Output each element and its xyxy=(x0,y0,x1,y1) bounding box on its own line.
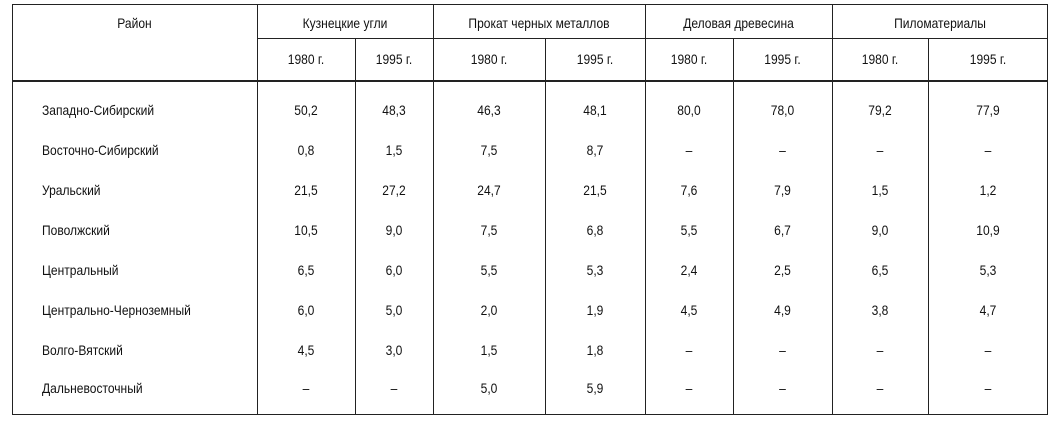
header-year: 1980 г. xyxy=(670,51,708,67)
year-divider xyxy=(928,38,929,415)
table-cell: – xyxy=(876,342,884,358)
table-cell: 7,6 xyxy=(680,182,698,198)
table-cell: 1,8 xyxy=(586,342,604,358)
table-cell: 6,0 xyxy=(297,302,315,318)
table-cell: 21,5 xyxy=(294,182,318,198)
table-cell: 4,5 xyxy=(680,302,698,318)
table-cell: 2,4 xyxy=(680,262,698,278)
table-cell: 6,8 xyxy=(586,222,604,238)
table-cell: 1,5 xyxy=(871,182,889,198)
row-region-label: Центральный xyxy=(42,262,119,278)
header-group-divider xyxy=(257,38,1048,39)
table-cell: 4,5 xyxy=(297,342,315,358)
table-cell: 5,9 xyxy=(586,380,604,396)
table-cell: 0,8 xyxy=(297,142,315,158)
header-group-steel: Прокат черных металлов xyxy=(468,15,610,31)
table-cell: 1,2 xyxy=(979,182,997,198)
header-bottom-rule xyxy=(12,80,1048,82)
table-cell: 46,3 xyxy=(477,102,501,118)
table-cell: – xyxy=(984,142,992,158)
table-cell: 78,0 xyxy=(770,102,795,118)
table-cell: – xyxy=(984,380,992,396)
row-region-label: Волго-Вятский xyxy=(42,342,123,358)
table-cell: 5,3 xyxy=(586,262,604,278)
table-cell: – xyxy=(302,380,310,396)
table-cell: – xyxy=(876,142,884,158)
table-cell: 2,0 xyxy=(480,302,498,318)
table-cell: 6,7 xyxy=(774,222,791,238)
table-cell: 48,1 xyxy=(583,102,607,118)
header-year: 1980 г. xyxy=(470,51,508,67)
table-cell: 1,9 xyxy=(586,302,604,318)
table-cell: 6,0 xyxy=(385,262,403,278)
year-divider xyxy=(355,38,356,415)
table-cell: – xyxy=(685,142,693,158)
header-year: 1980 г. xyxy=(861,51,899,67)
table-cell: 5,0 xyxy=(385,302,403,318)
table-cell: 10,5 xyxy=(294,222,318,238)
table-cell: 7,5 xyxy=(480,222,498,238)
table-cell: 79,2 xyxy=(868,102,892,118)
header-group-timber: Деловая древесина xyxy=(683,15,794,31)
table-cell: 3,0 xyxy=(385,342,403,358)
table-cell: – xyxy=(984,342,992,358)
table-cell: 27,2 xyxy=(382,182,406,198)
column-divider xyxy=(257,4,258,415)
header-year: 1995 г. xyxy=(969,51,1007,67)
table-cell: 10,9 xyxy=(976,222,1000,238)
header-group-coal: Кузнецкие угли xyxy=(302,15,388,31)
column-divider xyxy=(832,4,833,415)
header-year: 1995 г. xyxy=(764,51,801,67)
table-cell: 9,0 xyxy=(385,222,403,238)
table-cell: 50,2 xyxy=(294,102,318,118)
table-cell: 7,5 xyxy=(480,142,498,158)
header-region: Район xyxy=(117,15,152,31)
table-cell: 5,5 xyxy=(680,222,698,238)
table-cell: – xyxy=(779,142,786,158)
table-cell: – xyxy=(876,380,884,396)
table-cell: 80,0 xyxy=(677,102,701,118)
table-cell: 6,5 xyxy=(871,262,889,278)
table-cell: 4,9 xyxy=(774,302,791,318)
year-divider xyxy=(545,38,546,415)
row-region-label: Поволжский xyxy=(42,222,110,238)
row-region-label: Уральский xyxy=(42,182,101,198)
table-cell: – xyxy=(685,342,693,358)
row-region-label: Дальневосточный xyxy=(42,380,143,396)
header-year: 1995 г. xyxy=(375,51,413,67)
column-divider xyxy=(645,4,646,415)
table-cell: 7,9 xyxy=(774,182,791,198)
header-year: 1980 г. xyxy=(287,51,325,67)
row-region-label: Восточно-Сибирский xyxy=(42,142,159,158)
table-cell: 21,5 xyxy=(583,182,607,198)
table-cell: 24,7 xyxy=(477,182,501,198)
header-group-lumber: Пиломатериалы xyxy=(894,15,986,31)
table-cell: – xyxy=(779,342,786,358)
header-year: 1995 г. xyxy=(576,51,614,67)
row-region-label: Центрально-Черноземный xyxy=(42,302,191,318)
table-cell: 8,7 xyxy=(586,142,604,158)
table-cell: 48,3 xyxy=(382,102,406,118)
table-cell: 5,3 xyxy=(979,262,997,278)
table-cell: 1,5 xyxy=(480,342,498,358)
table-cell: 4,7 xyxy=(979,302,997,318)
table-cell: – xyxy=(779,380,786,396)
table-cell: 3,8 xyxy=(871,302,889,318)
table-cell: 2,5 xyxy=(774,262,791,278)
table-cell: 9,0 xyxy=(871,222,889,238)
table-cell: 5,0 xyxy=(480,380,498,396)
table-cell: – xyxy=(390,380,398,396)
table-cell: 6,5 xyxy=(297,262,315,278)
table-cell: 5,5 xyxy=(480,262,498,278)
row-region-label: Западно-Сибирский xyxy=(42,102,155,118)
table-cell: – xyxy=(685,380,693,396)
column-divider xyxy=(433,4,434,415)
table-cell: 1,5 xyxy=(385,142,403,158)
year-divider xyxy=(733,38,734,415)
table-cell: 77,9 xyxy=(976,102,1000,118)
